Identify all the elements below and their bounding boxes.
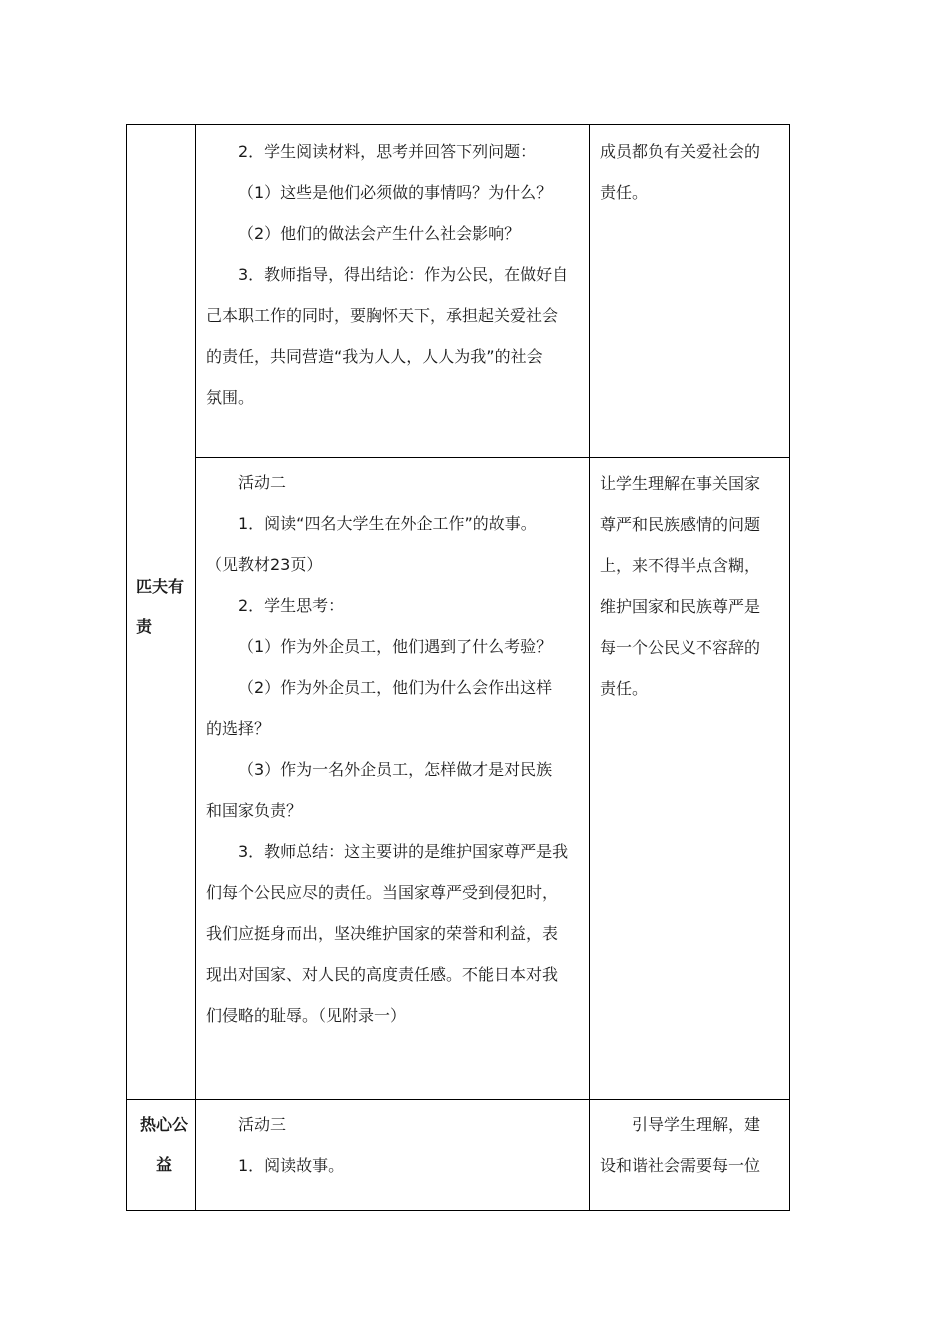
content-line: （1）这些是他们必须做的事情吗？为什么？ bbox=[238, 183, 553, 202]
content-line: 2．学生思考： bbox=[238, 596, 345, 615]
note-line: 责任。 bbox=[600, 183, 649, 202]
note-line: 尊严和民族感情的问题 bbox=[600, 515, 761, 534]
row3-content-cell bbox=[206, 1104, 586, 1186]
content-line: 1．阅读故事。 bbox=[238, 1156, 345, 1175]
content-line: （2）他们的做法会产生什么社会影响？ bbox=[238, 224, 521, 243]
content-line: 氛围。 bbox=[206, 388, 255, 407]
activity-title: 活动二 bbox=[238, 473, 287, 492]
content-line: 现出对国家、对人民的高度责任感。不能日本对我 bbox=[206, 965, 559, 984]
section-label: 热心公 bbox=[139, 1115, 188, 1134]
row2-note-cell bbox=[600, 463, 785, 709]
section-label: 益 bbox=[155, 1155, 172, 1174]
note-line: 上，来不得半点含糊， bbox=[600, 556, 761, 575]
content-line: 们每个公民应尽的责任。当国家尊严受到侵犯时， bbox=[206, 883, 559, 902]
lesson-table bbox=[126, 124, 790, 1211]
content-line: （见教材23页） bbox=[206, 555, 323, 574]
activity-title: 活动三 bbox=[238, 1115, 287, 1134]
content-line: 2．学生阅读材料，思考并回答下列问题： bbox=[238, 142, 537, 161]
note-line: 让学生理解在事关国家 bbox=[600, 474, 761, 493]
row2-content-cell bbox=[206, 462, 586, 1036]
column-divider-right bbox=[589, 125, 590, 1210]
content-line: 们侵略的耻辱。（见附录一） bbox=[206, 1006, 407, 1025]
section-label: 责 bbox=[136, 617, 153, 636]
row-divider bbox=[195, 457, 790, 458]
content-line: 的选择？ bbox=[206, 719, 271, 738]
content-line: 3．教师总结：这主要讲的是维护国家尊严是我 bbox=[238, 842, 569, 861]
row2-label-cell bbox=[136, 567, 192, 647]
content-line: 的责任，共同营造“我为人人，人人为我”的社会 bbox=[206, 347, 543, 366]
content-line: 1．阅读“四名大学生在外企工作”的故事。 bbox=[238, 514, 537, 533]
note-line: 设和谐社会需要每一位 bbox=[600, 1156, 761, 1175]
row1-note-cell bbox=[600, 131, 785, 213]
row1-content-cell bbox=[206, 131, 586, 418]
row3-label-cell bbox=[136, 1105, 192, 1185]
note-line: 维护国家和民族尊严是 bbox=[600, 597, 761, 616]
row3-note-cell bbox=[600, 1104, 785, 1186]
content-line: （3）作为一名外企员工，怎样做才是对民族 bbox=[238, 760, 553, 779]
note-line: 每一个公民义不容辞的 bbox=[600, 638, 761, 657]
content-line: 和国家负责？ bbox=[206, 801, 303, 820]
content-line: 己本职工作的同时，要胸怀天下，承担起关爱社会 bbox=[206, 306, 559, 325]
note-line: 引导学生理解，建 bbox=[632, 1115, 761, 1134]
section-label: 匹夫有 bbox=[136, 577, 185, 596]
content-line: 3．教师指导，得出结论：作为公民，在做好自 bbox=[238, 265, 569, 284]
content-line: （2）作为外企员工，他们为什么会作出这样 bbox=[238, 678, 553, 697]
content-line: 我们应挺身而出，坚决维护国家的荣誉和利益，表 bbox=[206, 924, 559, 943]
content-line: （1）作为外企员工，他们遇到了什么考验？ bbox=[238, 637, 553, 656]
row-divider bbox=[127, 1099, 790, 1100]
column-divider-left bbox=[195, 125, 196, 1210]
note-line: 责任。 bbox=[600, 679, 649, 698]
note-line: 成员都负有关爱社会的 bbox=[600, 142, 761, 161]
